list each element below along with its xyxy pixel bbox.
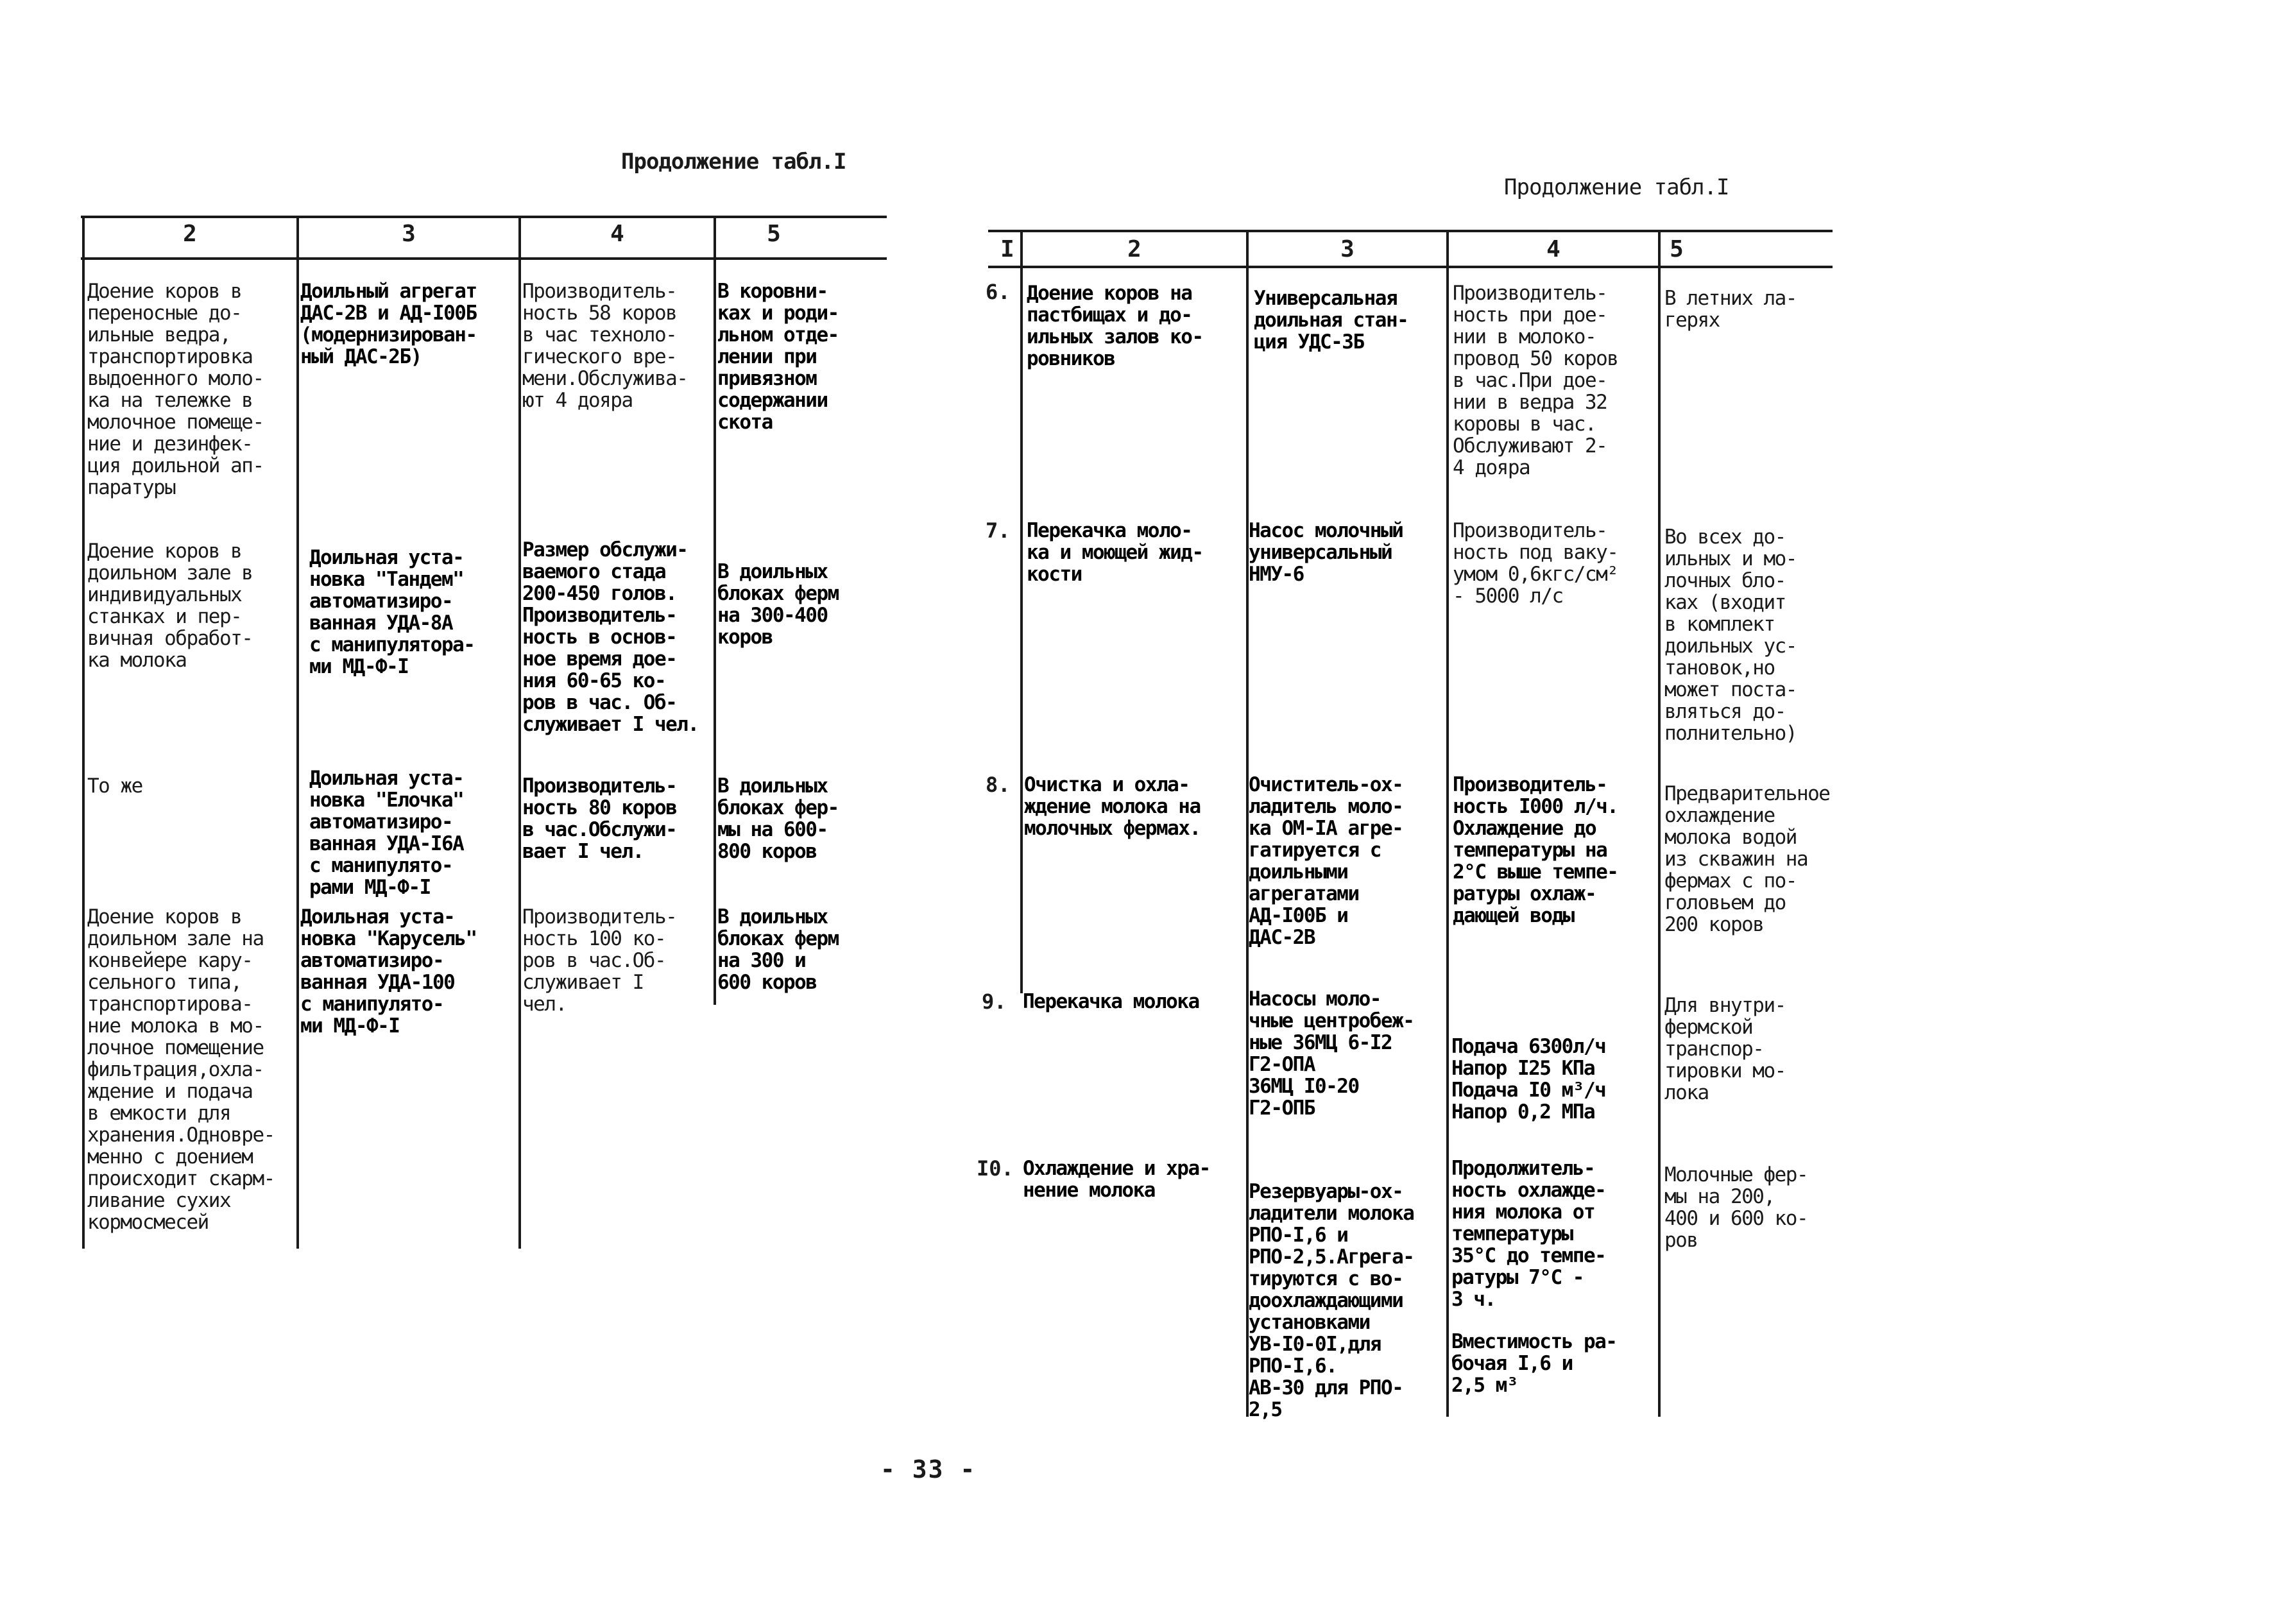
left-row1-performance: Производитель- ность 58 коров в час техноло- гического вре- мени.Обслужива- ют 4 дояра [522,280,688,411]
right-col-number: 5 [1670,236,1684,262]
right-row7-equipment: Насос молочный универсальный НМУ-6 [1249,520,1403,585]
right-col-number: 3 [1340,236,1355,262]
left-col-number: 2 [183,221,197,247]
left-row2-equipment: Доильная уста- новка "Тандем" автоматизиро- ванная УДА-8А с манипулятора- ми МД-Ф-I [309,547,475,678]
right-row10-capacity: Вместимость ра- бочая I,6 и 2,5 м³ [1451,1331,1617,1396]
right-row10-performance: Продолжитель- ность охлажде- ния молока от температуры 35°С до темпе- ратуры 7°С - 3 ч. [1451,1158,1606,1310]
left-table-col-line [518,216,521,1249]
right-row8-number: 8. [986,773,1011,797]
right-row9-equipment: Насосы моло- чные центробеж- ные 36МЦ 6-I2 Г2-ОПА 36МЦ I0-20 Г2-ОПБ [1249,988,1414,1119]
right-row9-operation: Перекачка молока [1023,991,1199,1013]
left-row3-operation: То же [87,775,142,797]
right-col-number: 2 [1127,236,1141,262]
left-table-header-rule [81,257,887,260]
left-table-col-line [296,216,299,1249]
right-col-number: I [1000,236,1014,262]
left-row3-equipment: Доильная уста- новка "Елочка" автоматизиро- ванная УДА-I6А с манипулято- рами МД-Ф-I [309,767,464,898]
left-row3-application: В доильных блоках фер- мы на 600- 800 коров [717,775,839,862]
left-col-number: 3 [402,221,416,247]
left-row4-equipment: Доильная уста- новка "Карусель" автоматизиро- ванная УДА-100 с манипулято- ми МД-Ф-I [300,906,477,1037]
right-row9-application: Для внутри- фермской транспор- тировки мо- лока [1664,995,1786,1104]
left-row1-application: В коровни- ках и роди- льном отде- лении при привязном содержании скота [717,280,839,433]
right-row6-application: В летних ла- герях [1664,287,1797,331]
right-row6-performance: Производитель- ность при дое- нии в молоко- провод 50 коров в час.При дое- нии в ведра 32 коровы в час. Обслуживают 2- 4 дояра [1453,282,1618,479]
right-row10-operation: Охлаждение и хра- нение молока [1023,1158,1210,1201]
left-col-number: 5 [767,221,781,247]
right-table-heading: Продолжение табл.I [1504,175,1729,200]
left-row3-performance: Производитель- ность 80 коров в час.Обслужи- вает I чел. [522,775,677,862]
left-table-heading: Продолжение табл.I [621,149,846,175]
left-row4-operation: Доение коров в доильном зале на конвейере кару- сельного типа, транспортирова- ние молока в мо- лочное помещение фильтрация,охла- ждение и подача в емкости для хранения.Одновре- менно с доением происходит скарм- ливание сухих кормосмесей [87,906,275,1233]
right-row8-application: Предварительное охлаждение молока водой из скважин на фермах с по- головьем до 200 коров [1664,783,1830,936]
right-row9-performance: Подача 6300л/ч Напор I25 КПа Подача I0 м³/ч Напор 0,2 МПа [1451,1036,1606,1123]
right-row7-operation: Перекачка моло- ка и моющей жид- кости [1027,520,1203,585]
right-row10-number: I0. [977,1156,1014,1181]
right-row10-application: Молочные фер- мы на 200, 400 и 600 ко- ров [1664,1164,1808,1251]
left-row4-application: В доильных блоках ферм на 300 и 600 коров [717,906,839,993]
left-row2-performance: Размер обслужи- ваемого стада 200-450 голов. Производитель- ность в основ- ное время дое- ния 60-65 ко- ров в час. Об- служивает I чел. [522,539,699,735]
right-row8-operation: Очистка и охла- ждение молока на молочных фермах. [1024,774,1201,839]
right-col-number: 4 [1546,236,1560,262]
right-table-header-rule [988,266,1833,268]
right-row6-equipment: Универсальная доильная стан- ция УДС-3Б [1254,287,1408,353]
left-col-number: 4 [610,221,624,247]
left-table-col-line [82,216,85,1249]
left-row2-operation: Доение коров в доильном зале в индивидуальных станках и пер- вичная обработ- ка молока [87,540,253,671]
right-row6-operation: Доение коров на пастбищах и до- ильных залов ко- ровников [1027,282,1203,370]
right-table-top-rule [988,230,1833,232]
right-row6-number: 6. [986,280,1011,304]
right-row10-equipment: Резервуары-ох- ладители молока РПО-I,6 и РПО-2,5.Агрега- тируются с во- доохлаждающими установками УВ-I0-0I,для РПО-I,6. АВ-30 для РПО- 2,5 [1249,1181,1414,1421]
right-row7-performance: Производитель- ность под ваку- умом 0,6кгс/см² - 5000 л/с [1453,520,1618,607]
right-table-col-line [1446,230,1449,1417]
right-row7-number: 7. [986,518,1011,543]
left-row4-performance: Производитель- ность 100 ко- ров в час.Об- служивает I чел. [522,906,677,1015]
right-table-col-line [1658,230,1661,1417]
right-row7-application: Во всех до- ильных и мо- лочных бло- ках (входит в комплект доильных ус- тановок,но может поста- вляться до- полнительно) [1664,526,1797,744]
right-row9-number: 9. [982,989,1007,1014]
right-table-col-line [1020,230,1023,993]
page-number: - 33 - [880,1455,977,1483]
left-row1-equipment: Доильный агрегат ДАС-2В и АД-I00Б (модернизирован- ный ДАС-2Б) [300,280,477,368]
left-row2-application: В доильных блоках ферм на 300-400 коров [717,561,839,648]
right-row8-equipment: Очиститель-ох- ладитель моло- ка ОМ-IА агре- гатируется с доильными агрегатами АД-I00Б и ДАС-2В [1249,774,1403,948]
right-row8-performance: Производитель- ность I000 л/ч. Охлаждение до температуры на 2°С выше темпе- ратуры охлаж- дающей воды [1453,774,1618,927]
left-table-top-rule [81,216,887,218]
left-row1-operation: Доение коров в переносные до- ильные ведра, транспортировка выдоенного моло- ка на тележке в молочное помеще- ние и дезинфек- ция доильной ап- паратуры [87,280,264,499]
